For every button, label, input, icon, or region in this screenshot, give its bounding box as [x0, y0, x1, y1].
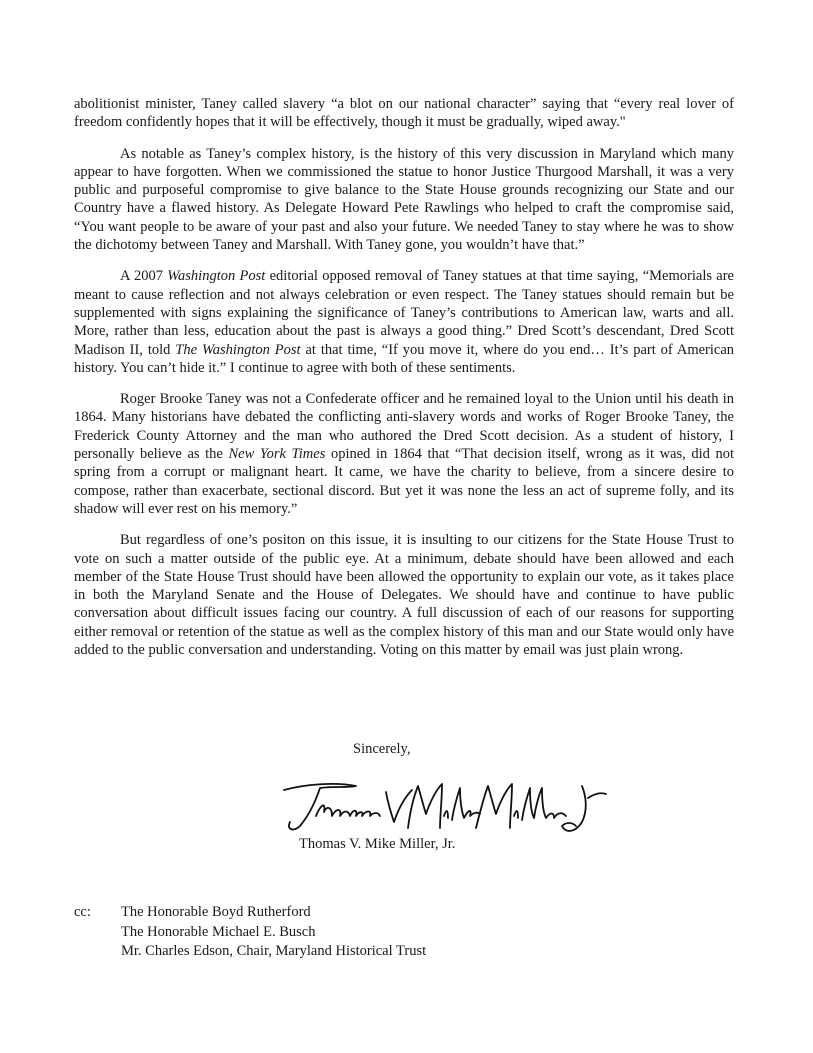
cc-label: cc: — [74, 904, 91, 920]
cc-recipient-list — [121, 903, 581, 962]
text-run: abolitionist minister, Taney called slavery “a blot on our national character” saying that “every real lover of freedom confidently hopes that it will be effectively, though it must be gradually, wiped away." — [74, 96, 734, 131]
closing: Sincerely, — [353, 741, 411, 757]
letter-body — [74, 95, 734, 672]
body-paragraph — [74, 145, 734, 255]
text-run: A 2007 — [120, 268, 168, 285]
italic-title: New York Times — [228, 446, 326, 463]
signer-name: Thomas V. Mike Miller, Jr. — [299, 836, 456, 852]
body-paragraph — [74, 95, 734, 132]
cc-recipient: The Honorable Michael E. Busch — [121, 923, 316, 940]
italic-title: The Washington Post — [175, 341, 301, 358]
italic-title: Washington Post — [167, 268, 266, 285]
text-run: Roger Brooke Taney was not a Confederate officer and he remained loyal to the Union until his death in 1864. Many historians have debated the conflicting anti-slavery words and works of Roger Brooke Taney, the Frederick County Attorney and the man who authored the Dred Scott decision. As a student of history, I personally believe as the — [74, 391, 734, 463]
cc-recipient: Mr. Charles Edson, Chair, Maryland Historical Trust — [121, 943, 427, 959]
cc-recipient: The Honorable Boyd Rutherford — [121, 904, 311, 920]
text-run: at that time, “If you move it, where do you end… It’s part of American history. You can’t hide it.” I continue to agree with both of these sentiments. — [74, 341, 735, 376]
text-run: editorial opposed removal of Taney statues at that time saying, “Memorials are meant to cause reflection and not always celebration or even respect. The Taney statues should remain but be supplemented with signs explaining the significance of Taney’s contributions to American law, warts and all. More, rather than less, education about the past is always a good thing.” Dred Scott’s descendant, Dred Scott Madison II, told — [74, 268, 734, 358]
signature-image — [276, 776, 616, 840]
text-run: But regardless of one’s positon on this issue, it is insulting to our citizens for the State House Trust to vote on such a matter outside of the public eye. At a minimum, debate should have been allowed and each member of the State House Trust should have been allowed the opportunity to explain our vote, as it takes place in both the Maryland Senate and the House of Delegates. We should have and continue to have public conversation about difficult issues facing our country. A full discussion of each of our reasons for supporting either removal or retention of the statue as well as the complex history of this man and our State would only have added to the public conversation and understanding. Voting on this matter by email was just plain wrong. — [74, 532, 734, 659]
text-run: As notable as Taney’s complex history, is the history of this very discussion in Maryland which many appear to have forgotten. When we commissioned the statue to honor Justice Thurgood Marshall, it was a very public and purposeful compromise to give balance to the State House grounds recognizing our State and our Country have a flawed history. As Delegate Howard Pete Rawlings who helped to craft the compromise said, “You want people to be aware of your past and also your future. We needed Taney to stay where he was to show the dichotomy between Taney and Marshall. With Taney gone, you wouldn’t have that.” — [74, 145, 734, 254]
text-run: opined in 1864 that “That decision itself, wrong as it was, did not spring from a corrupt or malignant heart. It came, we have the charity to believe, from a sincere desire to compose, rather than exacerbate, sectional discord. But yet it was none the less an act of supreme folly, and its shadow will ever rest on his memory.” — [74, 446, 735, 517]
body-paragraph — [74, 531, 734, 659]
body-paragraph — [74, 390, 734, 518]
body-paragraph — [74, 267, 734, 377]
